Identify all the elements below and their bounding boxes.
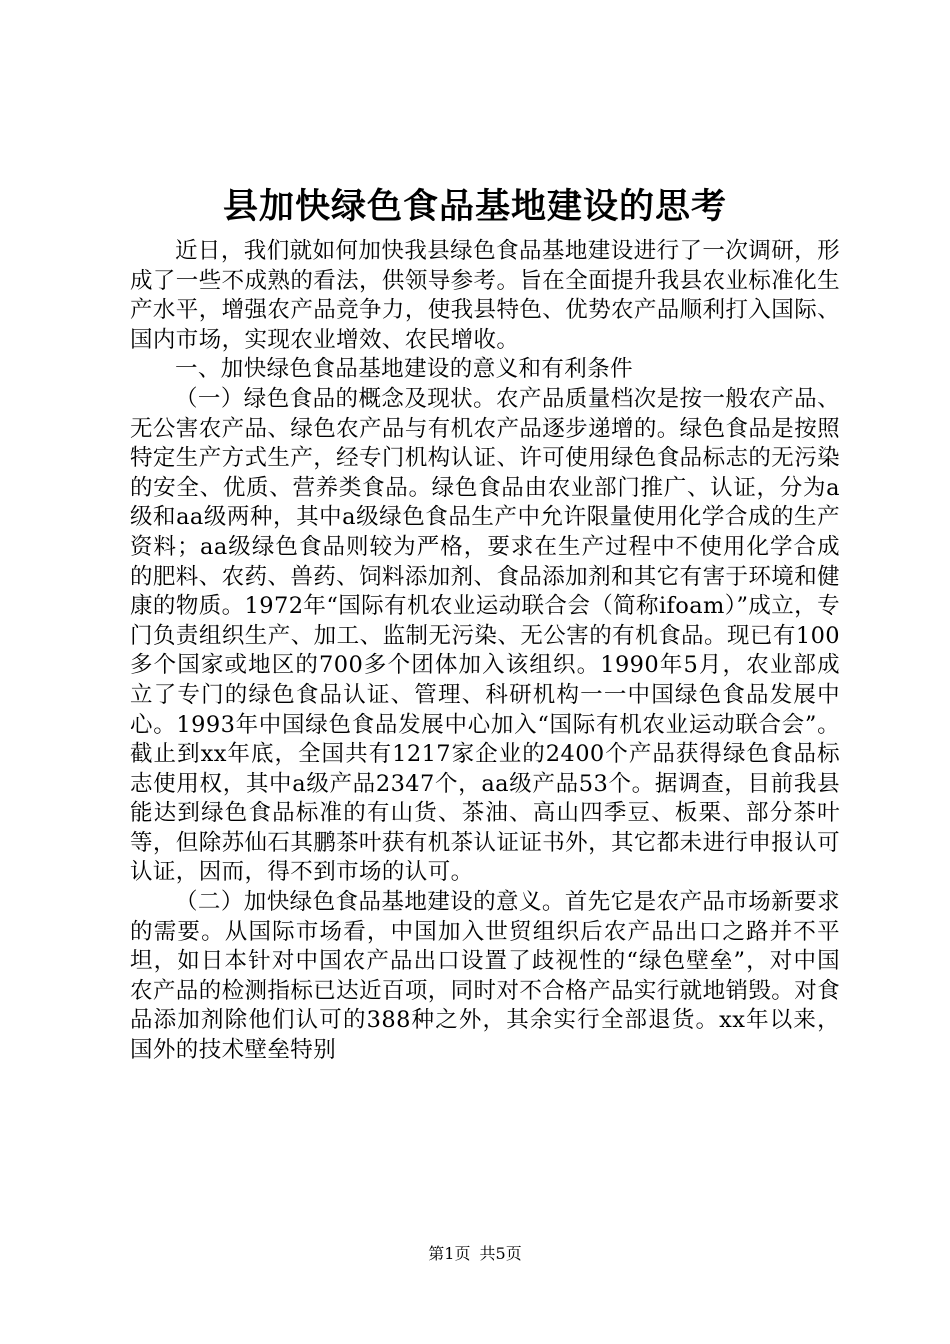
page-footer xyxy=(0,1244,950,1264)
document-title: 县加快绿色食品基地建设的思考 xyxy=(222,186,727,227)
section-heading: 一、加快绿色食品基地建设的意义和有利条件 xyxy=(175,356,634,383)
subsection-1-paragraph: （一）绿色食品的概念及现状。农产品质量档次是按一般农产品、无公害农产品、绿色农产品与有机农产品逐步递增的。绿色食品是按照特定生产方式生产，经专门机构认证、许可使用绿色食品标志的无污染的安全、优质、营养类食品。绿色食品由农业部门推广、认证，分为a级和aa级两种，其中a级绿色食品生产中允许限量使用化学合成的生产资料；aa级绿色食品则较为严格，要求在生产过程中不使用化学合成的肥料、农药、兽药、饲料添加剂、食品添加剂和其它有害于环境和健康的物质。1972年“国际有机农业运动联合会（简称ifoam）”成立，专门负责组织生产、加工、监制无污染、无公害的有机食品。现已有100多个国家或地区的700多个团体加入该组织。1990年5月，农业部成立了专门的绿色食品认证、管理、科研机构一一中国绿色食品发展中心。1993年中国绿色食品发展中心加入“国际有机农业运动联合会”。截止到xx年底，全国共有1217家企业的2400个产品获得绿色食品标志使用权，其中a级产品2347个，aa级产品53个。据调查，目前我县能达到绿色食品标准的有山货、茶油、高山四季豆、板栗、部分茶叶等，但除苏仙石其鹏茶叶获有机茶认证证书外，其它都未进行申报认可认证，因而，得不到市场的认可。 xyxy=(130,385,840,886)
intro-paragraph: 近日，我们就如何加快我县绿色食品基地建设进行了一次调研，形成了一些不成熟的看法，供领导参考。旨在全面提升我县农业标准化生产水平，增强农产品竞争力，使我县特色、优势农产品顺利打入国际、国内市场，实现农业增效、农民增收。 xyxy=(130,238,840,353)
page-total: 共5页 xyxy=(479,1244,522,1263)
document-body xyxy=(130,237,840,1066)
subsection-2-paragraph: （二）加快绿色食品基地建设的意义。首先它是农产品市场新要求的需要。从国际市场看，中国加入世贸组织后农产品出口之路并不平坦，如日本针对中国农产品出口设置了歧视性的“绿色壁垒”，对中国农产品的检测指标已达近百项，同时对不合格产品实行就地销毁。对食品添加剂除他们认可的388种之外，其余实行全部退货。xx年以来，国外的技术壁垒特别 xyxy=(130,889,840,1064)
page-number: 第1页 xyxy=(428,1244,471,1263)
